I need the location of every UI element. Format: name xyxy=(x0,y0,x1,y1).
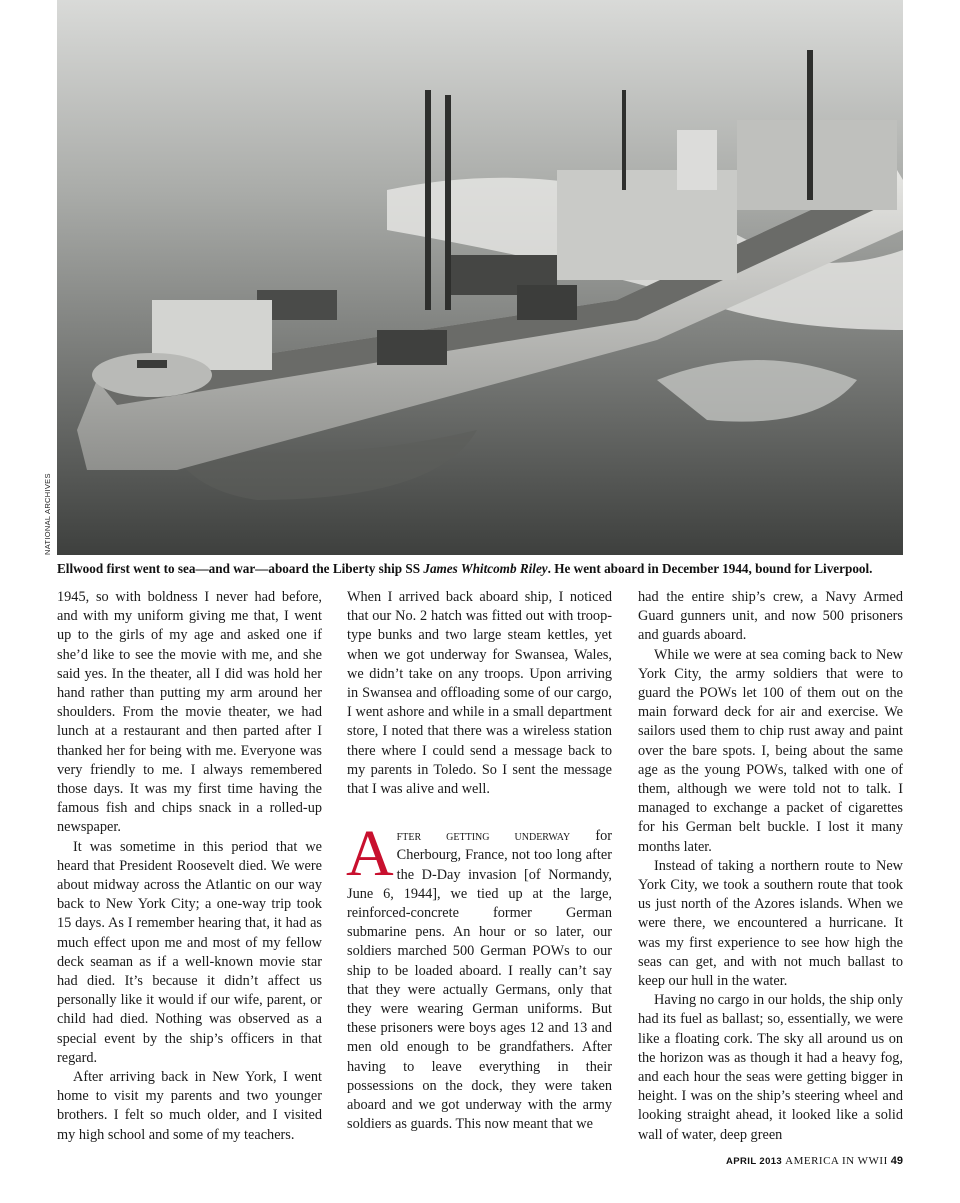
caption-ship-name: James Whitcomb Riley xyxy=(423,561,548,576)
paragraph: 1945, so with boldness I never had before, and with my uniform giving me that, I went up to the girls of my age and asked one if she’d like to see the movie with me, and she said yes. In the theater, all I did was hold her hand rather than putting my arm around her shoulders. From the movie theater, we had lunch at a restaurant and then parted after I thanked her for being with me. Everyone was very friendly to me. I always remembered those days. It was my first time having the famous fish and chips snack in a rolled-up newspaper. xyxy=(57,589,322,836)
paragraph: After arriving back in New York, I went home to visit my parents and two younger brothers. I felt so much older, and I visited my high school and some of my teachers. xyxy=(57,1069,322,1143)
liberty-ship-image xyxy=(57,0,903,555)
article-column-3 xyxy=(638,588,903,1145)
caption-text-before: Ellwood first went to sea—and war—aboard the Liberty ship SS xyxy=(57,561,424,576)
photo-caption xyxy=(57,560,903,577)
paragraph: When I arrived back aboard ship, I noticed that our No. 2 hatch was fitted out with troop-type bunks and two large steam kettles, yet when we got underway for Swansea, Wales, we didn’t take on any troops. Upon arriving in Swansea and offloading some of our cargo, I went ashore and while in a small department store, I noted that there was a wireless station there where I could send a message back to my parents in Toledo. So I sent the message that I was alive and well. xyxy=(347,589,612,798)
page-number: 49 xyxy=(890,1155,903,1167)
paragraph: While we were at sea coming back to New York City, the army soldiers that were to guard the POWs let 100 of them out on the main forward deck for air and exercise. We sailors used them to chip rust away and paint over the bare spots. I, being about the same age as the young POWs, talked with one of them, although we were told not to talk. I managed to exchange a packet of cigarettes for his German belt buckle. I lost it many months later. xyxy=(638,646,903,855)
lead-in: fter getting underway xyxy=(396,828,571,845)
article-column-2 xyxy=(347,588,612,1134)
magazine-name: AMERICA IN WWII xyxy=(785,1155,888,1167)
ship-photo xyxy=(57,0,903,555)
photo-credit: NATIONAL ARCHIVES xyxy=(43,473,52,555)
caption-text-after: . He went aboard in December 1944, bound for Liverpool. xyxy=(547,561,873,576)
paragraph: It was sometime in this period that we heard that President Roosevelt died. We were about midway across the Atlantic on our way back to New York City; a one-way trip took 15 days. As I remember hearing that, it had as much effect upon me and most of my fellow deck seaman as if a well-known movie star had died. It’s because it didn’t affect us personally like it would if our wife, parent, or child had died. Nothing was observed as a special event by the ship’s officers in that regard. xyxy=(57,838,322,1066)
page-footer xyxy=(726,1155,903,1167)
drop-cap: A xyxy=(346,817,394,891)
paragraph: Instead of taking a northern route to New York City, we took a southern route that took us just north of the Azores islands. When we were there, we encountered a hurricane. It was my first experience to see how high the seas can get, and with not much ballast to keep our hull in the water. xyxy=(638,857,903,990)
paragraph: had the entire ship’s crew, a Navy Armed Guard gunners unit, and now 500 prisoners and guards aboard. xyxy=(638,589,903,644)
paragraph-body: for Cherbourg, France, not too long after the D-Day invasion [of Normandy, June 6, 1944], we tied up at the large, reinforced-concrete former German submarine pens. An hour or so later, our soldiers marched 500 German POWs to our ship to be loaded aboard. I really can’t say that they were actually Germans, only that they were wearing German uniforms. But these prisoners were boys ages 12 and 13 and men old enough to be grandfathers. After having to leave everything in their possessions on the dock, they were taken aboard and we got underway with the army soldiers as guards. This now meant that we xyxy=(347,828,612,1133)
paragraph: Having no cargo in our holds, the ship only had its fuel as ballast; so, essentially, we were like a floating cork. The sky all around us on the horizon was as though it had a heavy fog, and each hour the seas were getting bigger in height. I was on the ship’s steering wheel and looking straight ahead, it looked like a solid wall of water, deep green xyxy=(638,992,903,1143)
article-column-1 xyxy=(57,588,322,1145)
paragraph-with-dropcap xyxy=(346,817,612,1134)
issue-date: APRIL 2013 xyxy=(726,1156,783,1167)
